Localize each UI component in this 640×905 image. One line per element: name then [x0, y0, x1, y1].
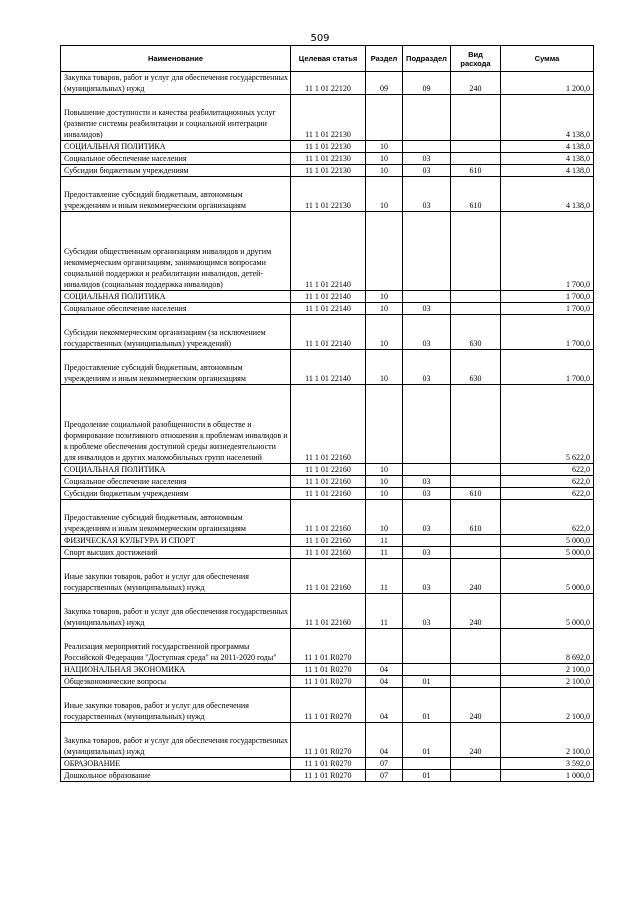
cell-name: Закупка товаров, работ и услуг для обеспечения государственных (муниципальных) нужд [61, 723, 291, 758]
cell-name: Иные закупки товаров, работ и услуг для обеспечения государственных (муниципальных) нужд [61, 559, 291, 594]
cell-expense-type [451, 291, 501, 303]
cell-expense-type [451, 385, 501, 464]
cell-sum: 622,0 [501, 464, 594, 476]
cell-name: Общеэкономические вопросы [61, 676, 291, 688]
cell-target-code: 11 1 01 R0270 [291, 770, 366, 782]
cell-expense-type [451, 153, 501, 165]
table-row [61, 770, 594, 782]
cell-target-code: 11 1 01 R0270 [291, 688, 366, 723]
table-body [61, 72, 594, 782]
cell-sum: 5 000,0 [501, 535, 594, 547]
cell-section: 10 [366, 500, 403, 535]
cell-name: Субсидии бюджетным учреждениям [61, 165, 291, 177]
cell-target-code: 11 1 01 22140 [291, 303, 366, 315]
cell-sum: 4 138,0 [501, 141, 594, 153]
cell-subsection: 03 [403, 594, 451, 629]
table-row [61, 315, 594, 350]
budget-table [60, 45, 594, 782]
cell-section: 10 [366, 464, 403, 476]
table-header-row [61, 46, 594, 72]
cell-expense-type [451, 464, 501, 476]
cell-name: Предоставление субсидий бюджетным, автономным учреждениям и иным некоммерческим организациям [61, 500, 291, 535]
cell-name: Субсидии некоммерческим организациям (за исключением государственных (муниципальных) учреждений) [61, 315, 291, 350]
cell-subsection: 03 [403, 500, 451, 535]
cell-expense-type: 610 [451, 177, 501, 212]
cell-expense-type: 240 [451, 723, 501, 758]
cell-target-code: 11 1 01 22140 [291, 315, 366, 350]
cell-expense-type [451, 535, 501, 547]
cell-sum: 4 138,0 [501, 165, 594, 177]
cell-sum: 5 000,0 [501, 559, 594, 594]
cell-target-code: 11 1 01 22160 [291, 559, 366, 594]
cell-sum: 4 138,0 [501, 153, 594, 165]
table-row [61, 664, 594, 676]
cell-section: 10 [366, 476, 403, 488]
cell-subsection [403, 535, 451, 547]
cell-subsection: 03 [403, 165, 451, 177]
cell-subsection [403, 212, 451, 291]
cell-expense-type [451, 212, 501, 291]
table-row [61, 212, 594, 291]
header-target-code: Целевая статья [291, 46, 366, 72]
cell-subsection [403, 629, 451, 664]
cell-section: 10 [366, 350, 403, 385]
cell-section: 10 [366, 303, 403, 315]
cell-target-code: 11 1 01 22130 [291, 177, 366, 212]
cell-name: Субсидии бюджетным учреждениям [61, 488, 291, 500]
cell-subsection [403, 95, 451, 141]
header-section: Раздел [366, 46, 403, 72]
cell-subsection: 01 [403, 723, 451, 758]
table-row [61, 385, 594, 464]
cell-section: 04 [366, 688, 403, 723]
cell-name: Предоставление субсидий бюджетным, автономным учреждениям и иным некоммерческим организациям [61, 177, 291, 212]
cell-expense-type [451, 676, 501, 688]
cell-sum: 4 138,0 [501, 177, 594, 212]
cell-expense-type: 610 [451, 165, 501, 177]
cell-target-code: 11 1 01 R0270 [291, 758, 366, 770]
cell-target-code: 11 1 01 22130 [291, 95, 366, 141]
header-expense-type: Вид расхода [451, 46, 501, 72]
cell-name: Социальное обеспечение населения [61, 303, 291, 315]
table-row [61, 303, 594, 315]
cell-section: 07 [366, 758, 403, 770]
cell-section: 10 [366, 153, 403, 165]
cell-expense-type [451, 303, 501, 315]
cell-name: СОЦИАЛЬНАЯ ПОЛИТИКА [61, 464, 291, 476]
cell-sum: 1 000,0 [501, 770, 594, 782]
cell-section: 04 [366, 676, 403, 688]
table-row [61, 547, 594, 559]
table-row [61, 629, 594, 664]
table-row [61, 177, 594, 212]
cell-subsection: 03 [403, 559, 451, 594]
table-row [61, 688, 594, 723]
cell-expense-type: 240 [451, 594, 501, 629]
table-row [61, 350, 594, 385]
cell-sum: 1 700,0 [501, 315, 594, 350]
cell-sum: 2 100,0 [501, 664, 594, 676]
cell-subsection [403, 291, 451, 303]
cell-sum: 1 700,0 [501, 350, 594, 385]
cell-subsection: 03 [403, 547, 451, 559]
table-row [61, 165, 594, 177]
cell-expense-type: 610 [451, 500, 501, 535]
table-row [61, 291, 594, 303]
header-name: Наименование [61, 46, 291, 72]
cell-name: Социальное обеспечение населения [61, 153, 291, 165]
cell-name: СОЦИАЛЬНАЯ ПОЛИТИКА [61, 291, 291, 303]
cell-section: 10 [366, 177, 403, 212]
cell-name: Социальное обеспечение населения [61, 476, 291, 488]
cell-sum: 5 000,0 [501, 547, 594, 559]
cell-sum: 5 000,0 [501, 594, 594, 629]
table-row [61, 141, 594, 153]
cell-name: Закупка товаров, работ и услуг для обеспечения государственных (муниципальных) нужд [61, 594, 291, 629]
cell-subsection: 03 [403, 303, 451, 315]
cell-target-code: 11 1 01 22130 [291, 165, 366, 177]
cell-target-code: 11 1 01 22160 [291, 385, 366, 464]
cell-subsection: 03 [403, 488, 451, 500]
cell-subsection: 03 [403, 476, 451, 488]
cell-subsection: 03 [403, 350, 451, 385]
cell-section: 10 [366, 165, 403, 177]
cell-name: Иные закупки товаров, работ и услуг для обеспечения государственных (муниципальных) нужд [61, 688, 291, 723]
cell-sum: 622,0 [501, 476, 594, 488]
cell-expense-type: 630 [451, 315, 501, 350]
cell-subsection: 01 [403, 688, 451, 723]
cell-expense-type [451, 476, 501, 488]
cell-subsection: 03 [403, 315, 451, 350]
cell-name: СОЦИАЛЬНАЯ ПОЛИТИКА [61, 141, 291, 153]
table-row [61, 758, 594, 770]
table-row [61, 476, 594, 488]
cell-expense-type [451, 547, 501, 559]
table-row [61, 500, 594, 535]
cell-expense-type: 240 [451, 559, 501, 594]
cell-name: ОБРАЗОВАНИЕ [61, 758, 291, 770]
cell-section [366, 629, 403, 664]
cell-name: НАЦИОНАЛЬНАЯ ЭКОНОМИКА [61, 664, 291, 676]
cell-subsection [403, 464, 451, 476]
cell-sum: 2 100,0 [501, 676, 594, 688]
cell-name: Реализация мероприятий государственной программы Российской Федерации "Доступная среда" на 2011-2020 годы" [61, 629, 291, 664]
cell-target-code: 11 1 01 22160 [291, 594, 366, 629]
cell-section: 04 [366, 664, 403, 676]
cell-section: 10 [366, 291, 403, 303]
cell-section: 11 [366, 594, 403, 629]
cell-target-code: 11 1 01 22160 [291, 547, 366, 559]
cell-target-code: 11 1 01 R0270 [291, 676, 366, 688]
table-row [61, 488, 594, 500]
cell-name: Повышение доступности и качества реабилитационных услуг (развитие системы реабилитации и социальной интеграции инвалидов) [61, 95, 291, 141]
cell-target-code: 11 1 01 22160 [291, 500, 366, 535]
cell-expense-type [451, 95, 501, 141]
cell-section: 10 [366, 141, 403, 153]
cell-subsection: 03 [403, 177, 451, 212]
table-row [61, 559, 594, 594]
cell-expense-type [451, 629, 501, 664]
cell-sum: 1 700,0 [501, 303, 594, 315]
cell-subsection: 01 [403, 770, 451, 782]
cell-sum: 5 622,0 [501, 385, 594, 464]
cell-sum: 2 100,0 [501, 688, 594, 723]
cell-subsection: 03 [403, 153, 451, 165]
cell-target-code: 11 1 01 R0270 [291, 629, 366, 664]
cell-target-code: 11 1 01 22130 [291, 153, 366, 165]
cell-subsection [403, 664, 451, 676]
table-row [61, 72, 594, 95]
cell-name: Предоставление субсидий бюджетным, автономным учреждениям и иным некоммерческим организациям [61, 350, 291, 385]
cell-subsection: 09 [403, 72, 451, 95]
cell-section: 11 [366, 547, 403, 559]
cell-name: Спорт высших достижений [61, 547, 291, 559]
header-subsection: Подраздел [403, 46, 451, 72]
table-row [61, 153, 594, 165]
cell-target-code: 11 1 01 22140 [291, 212, 366, 291]
cell-section: 09 [366, 72, 403, 95]
cell-expense-type: 240 [451, 688, 501, 723]
cell-section [366, 212, 403, 291]
cell-sum: 622,0 [501, 488, 594, 500]
cell-target-code: 11 1 01 22130 [291, 141, 366, 153]
cell-sum: 2 100,0 [501, 723, 594, 758]
cell-sum: 1 200,0 [501, 72, 594, 95]
cell-name: Субсидии общественным организациям инвалидов и другим некоммерческим организациям, занимающимся вопросами социальной поддержки и реабилитации инвалидов, детей-инвалидов (социальная поддержка инвалидов) [61, 212, 291, 291]
cell-target-code: 11 1 01 22140 [291, 350, 366, 385]
cell-subsection [403, 141, 451, 153]
page-number: 509 [310, 33, 330, 44]
table-row [61, 95, 594, 141]
cell-section: 11 [366, 559, 403, 594]
cell-expense-type [451, 758, 501, 770]
cell-sum: 1 700,0 [501, 291, 594, 303]
cell-section: 11 [366, 535, 403, 547]
table-row [61, 535, 594, 547]
cell-sum: 622,0 [501, 500, 594, 535]
cell-sum: 1 700,0 [501, 212, 594, 291]
cell-target-code: 11 1 01 22160 [291, 488, 366, 500]
cell-section: 07 [366, 770, 403, 782]
cell-target-code: 11 1 01 22160 [291, 464, 366, 476]
cell-sum: 4 138,0 [501, 95, 594, 141]
cell-name: Закупка товаров, работ и услуг для обеспечения государственных (муниципальных) нужд [61, 72, 291, 95]
cell-name: Дошкольное образование [61, 770, 291, 782]
table-row [61, 464, 594, 476]
cell-target-code: 11 1 01 R0270 [291, 664, 366, 676]
cell-target-code: 11 1 01 22140 [291, 291, 366, 303]
cell-expense-type [451, 664, 501, 676]
cell-subsection [403, 385, 451, 464]
cell-target-code: 11 1 01 R0270 [291, 723, 366, 758]
cell-target-code: 11 1 01 22160 [291, 535, 366, 547]
cell-target-code: 11 1 01 22120 [291, 72, 366, 95]
cell-name: Преодоление социальной разобщенности в обществе и формирование позитивного отношения к проблемам инвалидов и к проблеме обеспечения доступной среды жизнедеятельности для инвалидов и других маломобильных групп населений [61, 385, 291, 464]
cell-target-code: 11 1 01 22160 [291, 476, 366, 488]
cell-expense-type [451, 770, 501, 782]
cell-section: 04 [366, 723, 403, 758]
cell-expense-type [451, 141, 501, 153]
cell-section [366, 95, 403, 141]
cell-expense-type: 240 [451, 72, 501, 95]
header-sum: Сумма [501, 46, 594, 72]
table-row [61, 594, 594, 629]
table-row [61, 723, 594, 758]
cell-subsection: 01 [403, 676, 451, 688]
cell-section: 10 [366, 315, 403, 350]
cell-section [366, 385, 403, 464]
cell-sum: 8 692,0 [501, 629, 594, 664]
cell-expense-type: 610 [451, 488, 501, 500]
cell-subsection [403, 758, 451, 770]
table-row [61, 676, 594, 688]
cell-sum: 3 592,0 [501, 758, 594, 770]
cell-section: 10 [366, 488, 403, 500]
cell-name: ФИЗИЧЕСКАЯ КУЛЬТУРА И СПОРТ [61, 535, 291, 547]
cell-expense-type: 630 [451, 350, 501, 385]
